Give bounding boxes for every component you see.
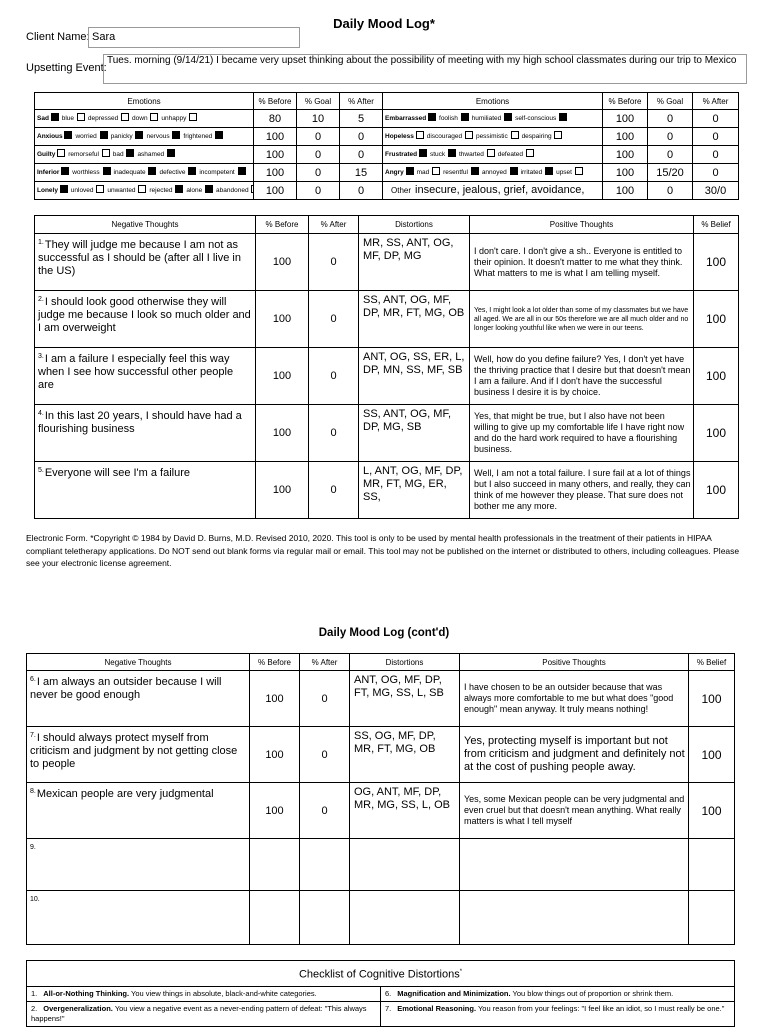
upsetting-event-label: Upsetting Event: (26, 62, 107, 74)
after-header: % After (309, 216, 359, 234)
emotion-word: alone (186, 186, 203, 194)
thought-before-value[interactable]: 100 (256, 405, 309, 462)
emotion-after-value[interactable]: 0 (340, 146, 383, 164)
emotion-goal-value[interactable]: 0 (648, 182, 693, 200)
emotion-word: foolish (439, 114, 458, 122)
negative-thought-cell[interactable] (35, 462, 256, 519)
checklist-number: 6. (385, 988, 392, 998)
checkbox-icon[interactable] (102, 149, 110, 157)
distortions-header: Distortions (359, 216, 470, 234)
positive-thought-cell[interactable]: Well, how do you define failure? Yes, I don't yet have the thriving practice that I desire but that doesn't mean I am a failure. And if I don't have the successful business I desire it is by choice. (470, 348, 694, 405)
checkbox-icon[interactable] (559, 113, 567, 121)
negative-thoughts-header: Negative Thoughts (27, 654, 250, 671)
checkbox-icon[interactable] (100, 131, 108, 139)
distortions-checklist (26, 960, 735, 1027)
emotion-word: frightened (183, 132, 213, 140)
checkbox-icon[interactable] (77, 113, 85, 121)
emotion-group-label: Guilty (37, 150, 56, 158)
positive-thoughts-header: Positive Thoughts (460, 654, 689, 671)
emotion-before-value[interactable]: 100 (603, 110, 648, 128)
distortion-name: Magnification and Minimization. (397, 988, 511, 998)
emotion-before-value[interactable]: 100 (603, 164, 648, 182)
emotion-after-value[interactable]: 0 (693, 164, 739, 182)
emotions-header: Emotions (383, 93, 603, 110)
belief-value[interactable]: 100 (694, 405, 739, 462)
thought-after-value[interactable]: 0 (309, 405, 359, 462)
negative-thought-text: I should always protect myself from criticism and judgment by not getting close to people (30, 732, 238, 770)
thought-before-value[interactable]: 100 (256, 234, 309, 291)
emotion-after-value[interactable]: 0 (340, 182, 383, 200)
emotion-group-label: Anxious (37, 132, 63, 140)
distortion-description: You view a negative event as a never-ending pattern of defeat: "This always happens!" (31, 1003, 367, 1023)
thought-row (35, 234, 739, 291)
emotion-after-value[interactable]: 0 (693, 146, 739, 164)
positive-thought-cell[interactable]: Yes, that might be true, but I also have not been willing to give up my comfortable life I have right now and do the hard work required to have a flourishing business. (470, 405, 694, 462)
checklist-title-mark: * (459, 969, 463, 975)
checkbox-icon[interactable] (61, 167, 69, 175)
emotion-row (35, 128, 739, 146)
emotion-group-frustrated (383, 146, 603, 164)
emotion-after-value[interactable]: 5 (340, 110, 383, 128)
positive-thought-cell[interactable] (460, 839, 689, 891)
other-label: Other (391, 186, 412, 195)
distortions-cell[interactable]: ANT, OG, SS, ER, L, DP, MN, SS, MF, SB (359, 348, 470, 405)
thought-before-value[interactable] (250, 839, 300, 891)
emotion-word: nervous (146, 132, 170, 140)
emotion-row (35, 110, 739, 128)
belief-value[interactable]: 100 (689, 783, 735, 839)
checklist-row (27, 1001, 735, 1026)
checkbox-icon[interactable] (148, 167, 156, 175)
thought-row (27, 727, 735, 783)
positive-thought-cell[interactable]: Well, I am not a total failure. I sure fail at a lot of things but I also succeed in many others, and really, they can think of me however they please. That sure does not bother me any more. (470, 462, 694, 519)
emotion-goal-value[interactable]: 0 (648, 146, 693, 164)
thought-after-value[interactable]: 0 (300, 727, 350, 783)
thought-number: 4. (38, 410, 44, 417)
thought-row (35, 291, 739, 348)
checkbox-icon[interactable] (175, 185, 183, 193)
emotion-word: self-conscious (515, 114, 557, 122)
upsetting-event-field[interactable]: Tues. morning (9/14/21) I became very upset thinking about the possibility of meeting with my high school classmates during our trip to Mexico (103, 54, 747, 84)
checkbox-icon[interactable] (504, 113, 512, 121)
emotion-word: ashamed (137, 150, 165, 158)
negative-thought-text: I should look good otherwise they will judge me because I look so much older and I am overweight (38, 296, 251, 334)
negative-thought-cell[interactable] (35, 348, 256, 405)
negative-thought-text: Mexican people are very judgmental (36, 788, 214, 800)
thought-number: 3. (38, 353, 44, 360)
emotion-group-guilty (35, 146, 254, 164)
emotion-before-value[interactable]: 100 (254, 146, 297, 164)
emotion-group-embarrassed (383, 110, 603, 128)
thought-before-value[interactable]: 100 (256, 291, 309, 348)
goal-header: % Goal (297, 93, 340, 110)
thought-after-value[interactable]: 0 (309, 348, 359, 405)
emotion-word: panicky (110, 132, 133, 140)
checkbox-icon[interactable] (138, 185, 146, 193)
negative-thought-text: I am a failure I especially feel this way when I see how successful other people are (38, 353, 234, 391)
negative-thoughts-table (34, 215, 739, 519)
checklist-item (27, 986, 381, 1001)
checklist-number: 1. (31, 988, 38, 998)
checkbox-icon[interactable] (64, 131, 72, 139)
checkbox-icon[interactable] (545, 167, 553, 175)
emotion-after-value[interactable]: 30/0 (693, 182, 739, 200)
belief-header: % Belief (694, 216, 739, 234)
after-header: % After (693, 93, 739, 110)
thought-before-value[interactable]: 100 (256, 348, 309, 405)
emotion-after-value[interactable]: 0 (340, 128, 383, 146)
thought-number: 7. (30, 732, 36, 739)
distortions-cell[interactable] (350, 839, 460, 891)
thoughts-header-row (35, 216, 739, 234)
positive-thought-cell[interactable]: I have chosen to be an outsider because that was always more comfortable to me but what does "good enough" mean anyway. It truly means nothing! (460, 671, 689, 727)
emotion-word: thwarted (458, 150, 484, 158)
checkbox-icon[interactable] (448, 149, 456, 157)
checklist-item (381, 986, 735, 1001)
emotion-word: blue (61, 114, 75, 122)
emotions-table (34, 92, 739, 200)
emotion-word: bad (112, 150, 124, 158)
checkbox-icon[interactable] (526, 149, 534, 157)
belief-value[interactable] (689, 891, 735, 945)
thought-number: 5. (38, 467, 44, 474)
thought-row (27, 783, 735, 839)
emotion-group-hopeless (383, 128, 603, 146)
thought-after-value[interactable]: 0 (309, 291, 359, 348)
emotion-group-anxious (35, 128, 254, 146)
checkbox-icon[interactable] (60, 185, 68, 193)
emotion-after-value[interactable]: 0 (693, 128, 739, 146)
distortions-header: Distortions (350, 654, 460, 671)
belief-value[interactable]: 100 (689, 671, 735, 727)
emotion-word: unloved (70, 186, 94, 194)
distortion-name: Emotional Reasoning. (397, 1003, 477, 1013)
checkbox-icon[interactable] (103, 167, 111, 175)
distortions-cell[interactable] (350, 891, 460, 945)
positive-thought-cell[interactable] (460, 891, 689, 945)
emotion-group-label: Embarrassed (385, 114, 427, 122)
emotion-goal-value[interactable]: 0 (297, 128, 340, 146)
checkbox-icon[interactable] (126, 149, 134, 157)
distortions-cell[interactable]: L, ANT, OG, MF, DP, MR, FT, MG, ER, SS, (359, 462, 470, 519)
after-header: % After (340, 93, 383, 110)
emotion-goal-value[interactable]: 0 (648, 110, 693, 128)
emotion-word: defeated (497, 150, 524, 158)
distortion-description: You view things in absolute, black-and-white categories. (129, 988, 317, 998)
negative-thought-cell[interactable] (27, 727, 250, 783)
checkbox-icon[interactable] (416, 131, 424, 139)
thoughts-header-row (27, 654, 735, 671)
other-emotions-text: insecure, jealous, grief, avoidance, (415, 184, 585, 196)
belief-value[interactable]: 100 (694, 291, 739, 348)
thought-before-value[interactable]: 100 (256, 462, 309, 519)
checkbox-icon[interactable] (554, 131, 562, 139)
emotion-group-label: Angry (385, 168, 404, 176)
checklist-number: 7. (385, 1003, 392, 1013)
checkbox-icon[interactable] (189, 113, 197, 121)
before-header: % Before (256, 216, 309, 234)
emotion-before-value[interactable]: 80 (254, 110, 297, 128)
emotion-word: resentful (443, 168, 468, 176)
belief-value[interactable]: 100 (694, 348, 739, 405)
emotion-before-value[interactable]: 100 (254, 128, 297, 146)
emotion-after-value[interactable]: 0 (693, 110, 739, 128)
positive-thoughts-header: Positive Thoughts (470, 216, 694, 234)
checklist-title-text: Checklist of Cognitive Distortions (298, 968, 460, 981)
emotion-goal-value[interactable]: 15/20 (648, 164, 693, 182)
emotion-word: remorseful (68, 150, 99, 158)
thought-before-value[interactable]: 100 (250, 671, 300, 727)
emotion-before-value[interactable]: 100 (254, 182, 297, 200)
thought-number: 10. (30, 896, 40, 903)
before-header: % Before (603, 93, 648, 110)
checkbox-icon[interactable] (575, 167, 583, 175)
negative-thought-text: I am always an outsider because I will never be good enough (30, 676, 222, 701)
emotion-goal-value[interactable]: 0 (297, 182, 340, 200)
distortions-cell[interactable]: ANT, OG, MF, DP, FT, MG, SS, L, SB (350, 671, 460, 727)
page2-title: Daily Mood Log (cont'd) (318, 627, 450, 639)
checkbox-icon[interactable] (510, 167, 518, 175)
checklist-title (27, 961, 735, 987)
emotion-word: unwanted (107, 186, 136, 194)
checkbox-icon[interactable] (487, 149, 495, 157)
checkbox-icon[interactable] (150, 113, 158, 121)
emotion-goal-value[interactable]: 0 (297, 146, 340, 164)
checkbox-icon[interactable] (432, 167, 440, 175)
thought-row (35, 462, 739, 519)
checkbox-icon[interactable] (188, 167, 196, 175)
checkbox-icon[interactable] (167, 149, 175, 157)
negative-thought-cell[interactable] (35, 291, 256, 348)
negative-thoughts-header: Negative Thoughts (35, 216, 256, 234)
thought-number: 6. (30, 676, 36, 683)
emotion-word: upset (556, 168, 572, 176)
emotion-before-value[interactable]: 100 (254, 164, 297, 182)
emotions-header: Emotions (35, 93, 254, 110)
negative-thought-text: In this last 20 years, I should have had a flourishing business (38, 410, 242, 435)
emotion-row (35, 146, 739, 164)
distortions-cell[interactable]: SS, OG, MF, DP, MR, FT, MG, OB (350, 727, 460, 783)
thought-before-value[interactable] (250, 891, 300, 945)
distortions-cell[interactable]: OG, ANT, MF, DP, MR, MG, SS, L, OB (350, 783, 460, 839)
thought-number: 8. (30, 788, 36, 795)
distortions-cell[interactable]: SS, ANT, OG, MF, DP, MG, SB (359, 405, 470, 462)
distortion-name: Overgeneralization. (43, 1003, 113, 1013)
checkbox-icon[interactable] (471, 167, 479, 175)
emotion-goal-value[interactable]: 0 (297, 164, 340, 182)
emotion-word: depressed (87, 114, 119, 122)
checkbox-icon[interactable] (215, 131, 223, 139)
thought-after-value[interactable]: 0 (309, 462, 359, 519)
thought-after-value[interactable] (300, 891, 350, 945)
distortion-description: You blow things out of proportion or shrink them. (510, 988, 674, 998)
negative-thought-text: Everyone will see I'm a failure (44, 467, 191, 479)
emotion-before-value[interactable]: 100 (603, 146, 648, 164)
positive-thought-cell[interactable]: Yes, I might look a lot older than some of my classmates but we have all aged. We are all in our 50s therefore we are all much older and no longer looking youthful like when we were in our teens. (470, 291, 694, 348)
emotion-word: mad (416, 168, 430, 176)
after-header: % After (300, 654, 350, 671)
thought-row (27, 839, 735, 891)
checkbox-icon[interactable] (406, 167, 414, 175)
before-header: % Before (254, 93, 297, 110)
checkbox-icon[interactable] (428, 113, 436, 121)
checkbox-icon[interactable] (172, 131, 180, 139)
thought-after-value[interactable]: 0 (300, 671, 350, 727)
emotion-group-label: Inferior (37, 168, 60, 176)
thought-before-value[interactable]: 100 (250, 783, 300, 839)
emotion-word: unhappy (161, 114, 187, 122)
emotion-group-label: Frustrated (385, 150, 418, 158)
emotion-group-label: Hopeless (385, 132, 414, 140)
thought-after-value[interactable]: 0 (309, 234, 359, 291)
thought-after-value[interactable] (300, 839, 350, 891)
emotion-group-label: Sad (37, 114, 49, 122)
thought-number: 9. (30, 844, 36, 851)
emotion-group-lonely (35, 182, 254, 200)
distortion-description: You reason from your feelings: "I feel like an idiot, so I must really be one." (476, 1003, 725, 1013)
emotion-word: stuck (429, 150, 446, 158)
emotion-word: defective (159, 168, 186, 176)
emotion-group-sad (35, 110, 254, 128)
checkbox-icon[interactable] (121, 113, 129, 121)
checklist-row (27, 986, 735, 1001)
positive-thought-cell[interactable]: I don't care. I don't give a sh.. Everyone is entitled to their opinion. It doesn't matter to me what they think. What matters to me is what I am telling myself. (470, 234, 694, 291)
emotion-word: annoyed (481, 168, 507, 176)
distortions-cell[interactable]: SS, ANT, OG, MF, DP, MR, FT, MG, OB (359, 291, 470, 348)
emotion-goal-value[interactable]: 10 (297, 110, 340, 128)
negative-thoughts-table-cont (26, 653, 735, 945)
emotion-word: inadequate (113, 168, 146, 176)
checkbox-icon[interactable] (51, 113, 59, 121)
negative-thought-cell[interactable] (27, 671, 250, 727)
negative-thought-cell[interactable] (35, 234, 256, 291)
emotion-word: abandoned (216, 186, 249, 194)
emotion-word: worthless (72, 168, 100, 176)
page-title: Daily Mood Log* (333, 16, 435, 31)
checkbox-icon[interactable] (96, 185, 104, 193)
belief-value[interactable]: 100 (689, 727, 735, 783)
emotion-word: rejected (149, 186, 173, 194)
emotions-header-row (35, 93, 739, 110)
negative-thought-cell[interactable] (27, 783, 250, 839)
positive-thought-cell[interactable]: Yes, some Mexican people can be very judgmental and even cruel but that doesn't mean anything. What really matters is what I tell myself (460, 783, 689, 839)
emotion-word: irritated (520, 168, 543, 176)
distortion-name: All-or-Nothing Thinking. (43, 988, 130, 998)
thought-row (27, 891, 735, 945)
thought-row (27, 671, 735, 727)
checklist-number: 2. (31, 1003, 38, 1013)
thought-number: 1. (38, 239, 44, 246)
emotion-word: worried (75, 132, 97, 140)
thought-row (35, 405, 739, 462)
checkbox-icon[interactable] (511, 131, 519, 139)
checkbox-icon[interactable] (419, 149, 427, 157)
emotion-word: despairing (521, 132, 552, 140)
checkbox-icon[interactable] (205, 185, 213, 193)
belief-value[interactable]: 100 (694, 462, 739, 519)
thought-row (35, 348, 739, 405)
emotion-group-label: Lonely (37, 186, 58, 194)
thought-before-value[interactable]: 100 (250, 727, 300, 783)
emotion-group-inferior (35, 164, 254, 182)
distortions-cell[interactable]: MR, SS, ANT, OG, MF, DP, MG (359, 234, 470, 291)
other-emotions-cell[interactable] (383, 182, 603, 200)
negative-thought-cell[interactable] (27, 839, 250, 891)
emotion-row (35, 182, 739, 200)
checkbox-icon[interactable] (465, 131, 473, 139)
emotion-word: down (132, 114, 148, 122)
client-name-field[interactable]: Sara (88, 27, 300, 48)
negative-thought-cell[interactable] (27, 891, 250, 945)
emotion-word: humiliated (471, 114, 502, 122)
emotion-row (35, 164, 739, 182)
thought-after-value[interactable]: 0 (300, 783, 350, 839)
belief-value[interactable]: 100 (694, 234, 739, 291)
belief-header: % Belief (689, 654, 735, 671)
checkbox-icon[interactable] (238, 167, 246, 175)
before-header: % Before (250, 654, 300, 671)
belief-value[interactable] (689, 839, 735, 891)
checkbox-icon[interactable] (135, 131, 143, 139)
checkbox-icon[interactable] (461, 113, 469, 121)
checklist-item (381, 1001, 735, 1026)
emotion-group-angry (383, 164, 603, 182)
negative-thought-cell[interactable] (35, 405, 256, 462)
emotion-after-value[interactable]: 15 (340, 164, 383, 182)
checkbox-icon[interactable] (57, 149, 65, 157)
negative-thought-text: They will judge me because I am not as successful as I should be (after all I live in the US) (38, 239, 241, 277)
copyright-notice: Electronic Form. *Copyright © 1984 by David D. Burns, M.D. Revised 2010, 2020. This tool is only to be used by mental health professionals in the treatment of their patients in HIPAA compliant teletherapy applications. Do NOT send out blank forms via regular mail or email. This tool may not be published on the internet or distributed to others, including colleagues. Please see your electronic license agreement. (26, 533, 740, 568)
client-name-label: Client Name: (26, 31, 90, 43)
goal-header: % Goal (648, 93, 693, 110)
positive-thought-cell[interactable]: Yes, protecting myself is important but not from criticism and judgment and definitely not at the cost of pushing people away. (460, 727, 689, 783)
thought-number: 2. (38, 296, 44, 303)
emotion-before-value[interactable]: 100 (603, 128, 648, 146)
emotion-word: discouraged (426, 132, 463, 140)
emotion-word: incompetent (199, 168, 235, 176)
emotion-word: pessimistic (475, 132, 508, 140)
emotion-before-value[interactable]: 100 (603, 182, 648, 200)
emotion-goal-value[interactable]: 0 (648, 128, 693, 146)
checklist-item (27, 1001, 381, 1026)
